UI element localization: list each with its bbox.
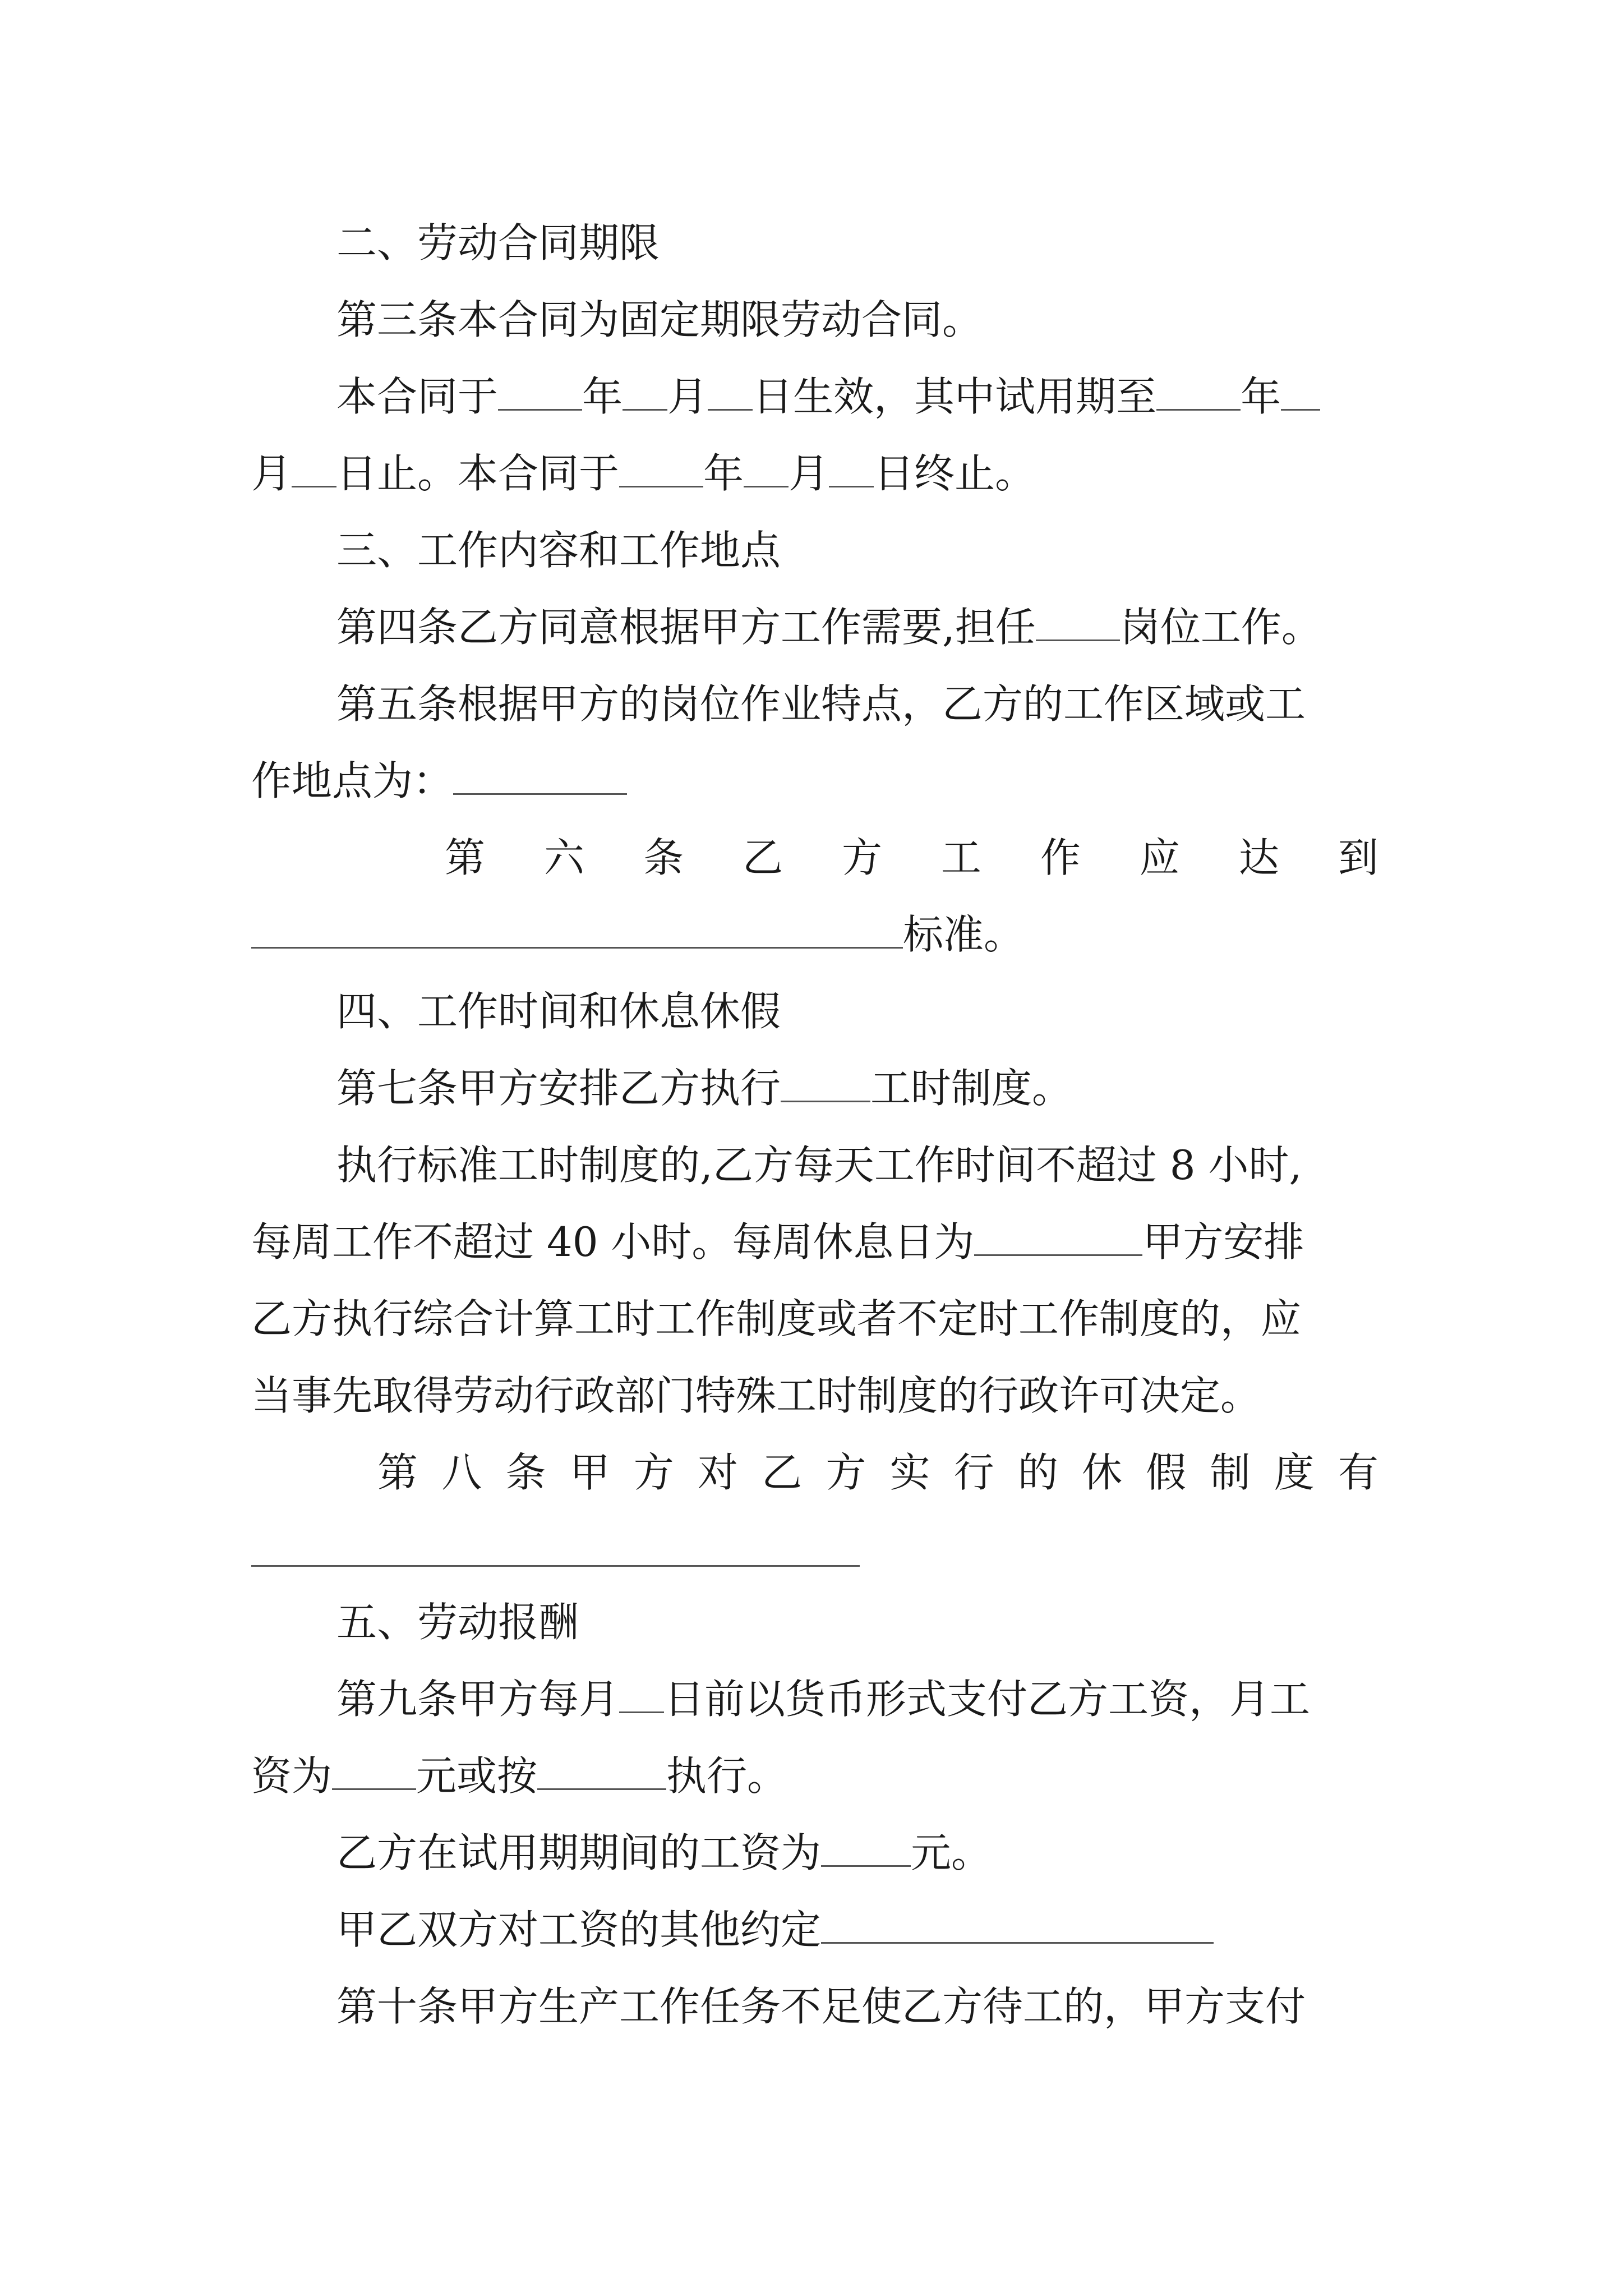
article-10-text: 第十条甲方生产工作任务不足使乙方待工的，甲方支付 <box>336 1983 1306 2030</box>
fill-in-blank[interactable] <box>974 1220 1142 1256</box>
fill-in-blank[interactable] <box>619 1677 664 1713</box>
justified-line <box>251 1442 1378 1503</box>
text-run: 月 <box>667 373 708 420</box>
text-run: 每周工作不超过 40 小时。每周休息日为 <box>251 1218 975 1266</box>
spread-char: 对 <box>697 1449 738 1496</box>
document-page <box>251 0 1378 2296</box>
fill-in-blank[interactable] <box>251 912 903 949</box>
fill-in-blank[interactable] <box>781 1066 870 1102</box>
spread-char: 甲 <box>569 1449 610 1496</box>
text-run: 年 <box>703 450 744 497</box>
section-heading-text: 四、工作时间和休息休假 <box>336 988 781 1035</box>
spread-char: 方 <box>841 834 882 881</box>
text-run: 标准。 <box>903 911 1025 958</box>
fill-in-blank[interactable] <box>708 374 753 411</box>
text-run: 元或按 <box>416 1752 538 1800</box>
paragraph-line <box>251 750 1378 812</box>
text-run: 甲方安排 <box>1142 1218 1304 1266</box>
paragraph-line <box>251 1899 1378 1961</box>
paragraph-line <box>251 1057 1378 1119</box>
spread-char: 到 <box>1338 834 1378 881</box>
text-run: 第七条甲方安排乙方执行 <box>336 1065 781 1112</box>
paragraph-line <box>251 1365 1378 1427</box>
paragraph-line <box>251 289 1378 351</box>
text-run: 本合同于 <box>336 373 499 420</box>
justified-line <box>251 827 1378 889</box>
text-run: 执行标准工时制度的,乙方每天工作时间不超过 8 小时, <box>336 1142 1302 1189</box>
fill-in-blank[interactable] <box>1156 374 1241 411</box>
section-heading <box>251 519 1378 581</box>
paragraph-line <box>251 1134 1378 1196</box>
paragraph-line <box>251 1288 1378 1350</box>
fill-in-blank[interactable] <box>1281 374 1320 411</box>
spread-char: 作 <box>1040 834 1081 881</box>
fill-in-blank[interactable] <box>251 1565 860 1567</box>
spread-char: 方 <box>826 1449 866 1496</box>
spread-char: 达 <box>1238 834 1279 881</box>
fill-in-blank[interactable] <box>821 1907 1214 1944</box>
paragraph-line <box>251 1668 1378 1730</box>
section-heading-text: 二、劳动合同期限 <box>336 219 660 266</box>
spread-char: 休 <box>1082 1449 1123 1496</box>
text-run: 日前以货币形式支付乙方工资，月工 <box>664 1676 1311 1723</box>
spread-char: 的 <box>1017 1449 1058 1496</box>
section-heading <box>251 1591 1378 1653</box>
paragraph-line <box>251 366 1378 427</box>
spread-char: 制 <box>1210 1449 1251 1496</box>
fill-in-blank[interactable] <box>623 374 667 411</box>
section-heading-text: 五、劳动报酬 <box>336 1599 579 1646</box>
paragraph-line <box>251 1822 1378 1884</box>
text-run: 资为 <box>251 1752 333 1800</box>
fill-in-blank[interactable] <box>498 374 582 411</box>
text-run: 日终止。 <box>874 450 1036 497</box>
text-run: 执行。 <box>666 1752 788 1800</box>
spread-char: 方 <box>633 1449 674 1496</box>
spread-char: 工 <box>940 834 981 881</box>
text-run: 乙方在试用期期间的工资为 <box>336 1829 822 1876</box>
text-run: 第四条乙方同意根据甲方工作需要,担任 <box>336 604 1036 651</box>
fill-in-blank[interactable] <box>292 451 336 487</box>
spread-char: 实 <box>889 1449 930 1496</box>
fill-in-blank[interactable] <box>821 1830 911 1867</box>
spread-char: 应 <box>1139 834 1180 881</box>
paragraph-line <box>251 673 1378 735</box>
text-run: 当事先取得劳动行政部门特殊工时制度的行政许可决定。 <box>251 1372 1261 1419</box>
fill-in-blank[interactable] <box>829 451 874 487</box>
fill-in-blank[interactable] <box>537 1754 666 1790</box>
text-run: 月 <box>251 450 292 497</box>
fill-in-blank[interactable] <box>619 451 703 487</box>
paragraph-line <box>251 1745 1378 1807</box>
text-run: 日止。本合同于 <box>336 450 620 497</box>
spread-char: 行 <box>953 1449 994 1496</box>
spread-char: 第 <box>377 1449 418 1496</box>
fill-in-blank[interactable] <box>453 758 627 795</box>
text-run: 工时制度。 <box>870 1065 1073 1112</box>
spread-char: 八 <box>441 1449 482 1496</box>
article-3-text: 第三条本合同为固定期限劳动合同。 <box>336 296 983 343</box>
paragraph-line <box>251 904 1378 965</box>
section-heading-text: 三、工作内容和工作地点 <box>336 527 781 574</box>
text-run: 乙方执行综合计算工时工作制度或者不定时工作制度的，应 <box>251 1295 1302 1342</box>
text-run: 日生效，其中试用期至 <box>753 373 1157 420</box>
paragraph-line <box>251 1976 1378 2037</box>
text-run: 第九条甲方每月 <box>336 1676 620 1723</box>
paragraph-line <box>251 1211 1378 1273</box>
spread-char: 六 <box>543 834 584 881</box>
spread-char: 条 <box>505 1449 546 1496</box>
text-run: 年 <box>582 373 623 420</box>
text-run: 作地点为： <box>251 757 454 804</box>
text-run: 岗位工作。 <box>1119 604 1322 651</box>
spread-char: 乙 <box>742 834 783 881</box>
section-heading <box>251 212 1378 274</box>
text-run: 甲乙双方对工资的其他约定 <box>336 1906 822 1953</box>
fill-in-blank[interactable] <box>744 451 789 487</box>
text-run: 第五条根据甲方的岗位作业特点，乙方的工作区域或工 <box>336 680 1306 728</box>
spread-char: 有 <box>1338 1449 1378 1496</box>
text-run: 月 <box>789 450 829 497</box>
spread-char: 条 <box>643 834 684 881</box>
text-run: 元。 <box>911 1829 992 1876</box>
paragraph-line <box>251 443 1378 504</box>
spread-char: 假 <box>1146 1449 1187 1496</box>
text-run: 年 <box>1241 373 1281 420</box>
fill-in-blank[interactable] <box>1036 605 1120 641</box>
fill-in-blank[interactable] <box>332 1754 416 1790</box>
spread-char: 第 <box>445 834 486 881</box>
section-heading <box>251 981 1378 1042</box>
spread-char: 乙 <box>762 1449 803 1496</box>
spread-char: 度 <box>1274 1449 1315 1496</box>
paragraph-line <box>251 596 1378 658</box>
